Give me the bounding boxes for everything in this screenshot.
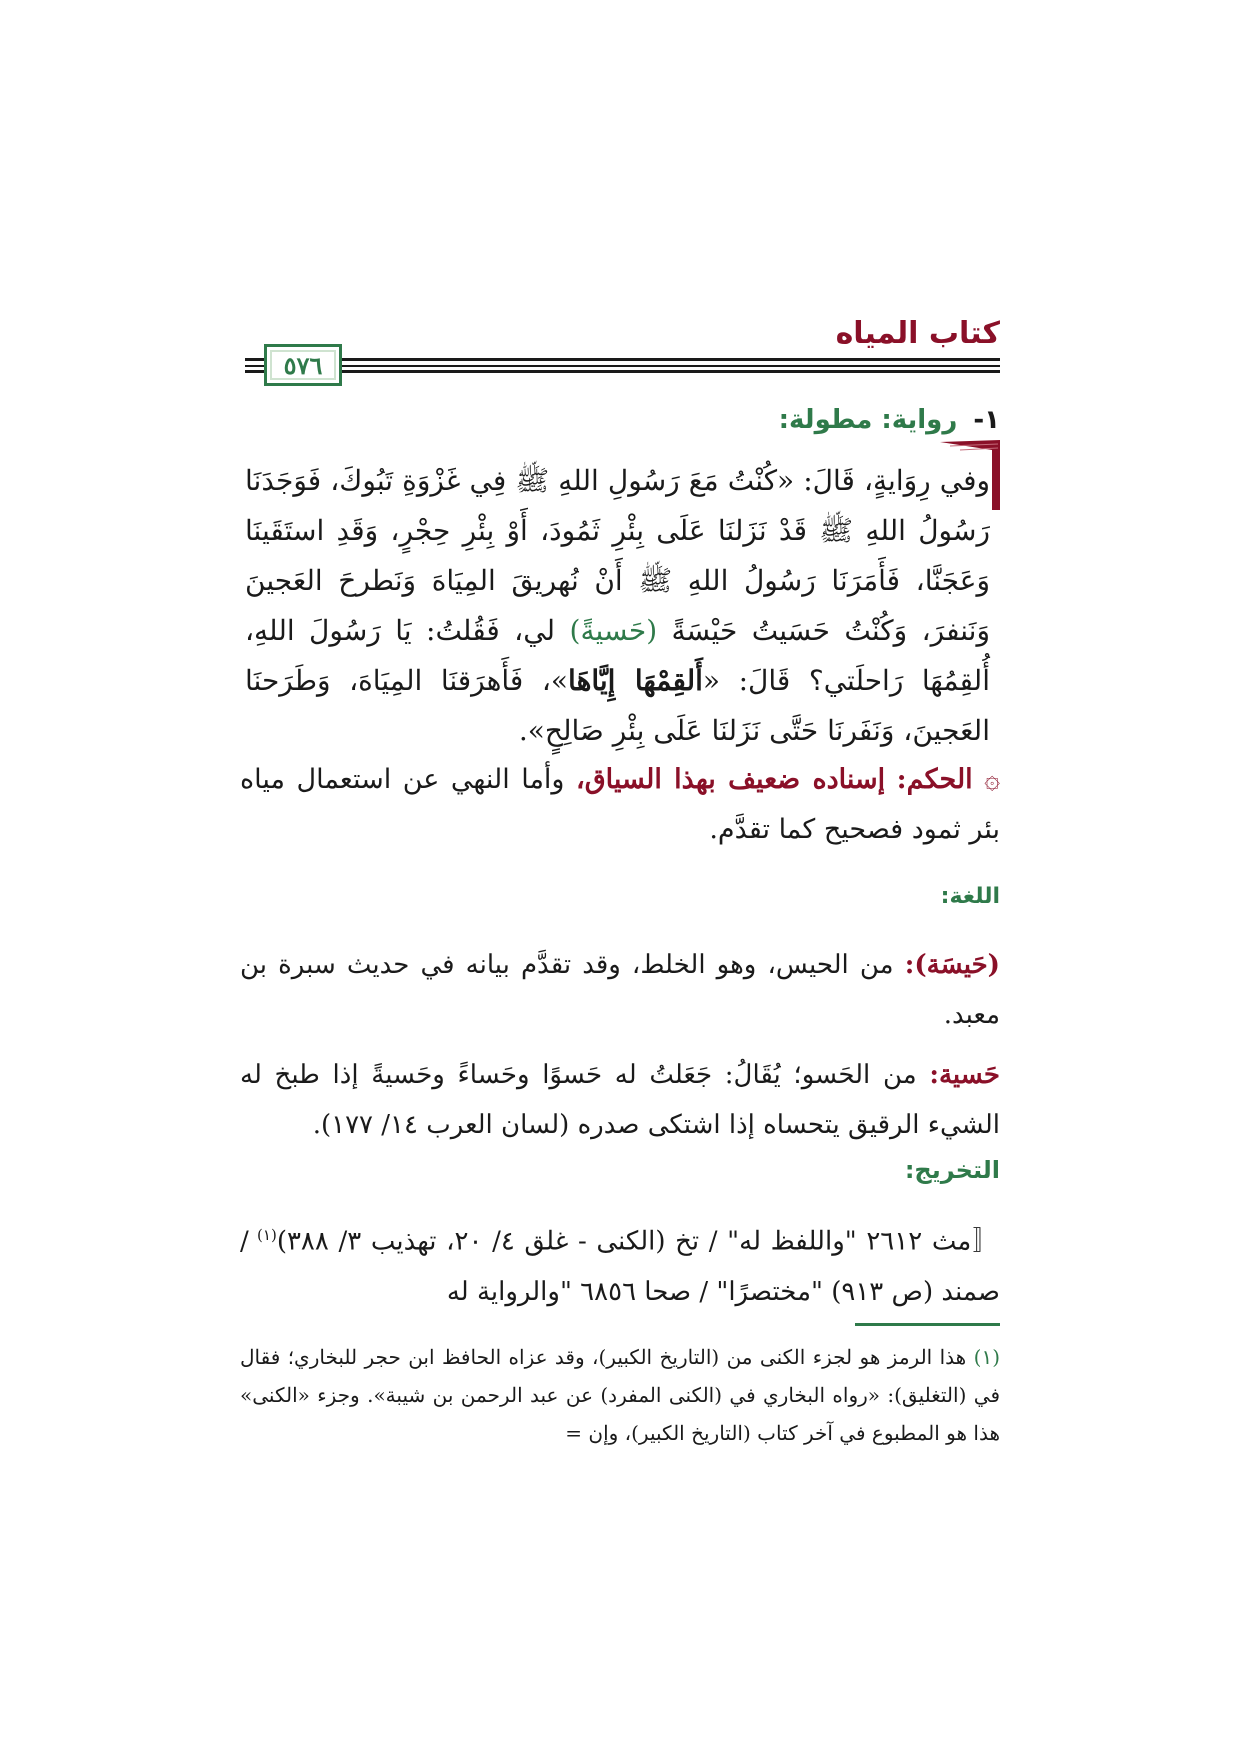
hukm-verdict: إسناده ضعيف بهذا السياق، (575, 764, 886, 795)
takhrij-text-1: 〚مث ٢٦١٢ "واللفظ له" / تخ (الكنى - غلق ٤/ ٢٠، تهذيب ٣/ ٣٨٨) (276, 1226, 1000, 1257)
hukm-label: الحكم: (896, 764, 973, 795)
section-number: ١- (973, 405, 1000, 435)
footnote-rule (855, 1323, 1000, 1326)
hadith-variant: (حَسيةً) (569, 614, 658, 647)
footnote-ref[interactable]: (١) (257, 1226, 277, 1244)
lugha-entry-1 (240, 940, 1000, 1040)
lugha-term-2: حَسية: (929, 1060, 1001, 1090)
hadith-text (245, 456, 990, 756)
book-title: كتاب المياه (835, 316, 1000, 351)
section-title: رواية: مطولة: (778, 405, 958, 435)
footnote-number: (١) (973, 1345, 1000, 1369)
header-rule-bottom (245, 370, 1000, 373)
hadith-body-3: »، فَأَهرَقنَا المِيَاهَ، وَطَرَحنَا العَجينَ، وَنَفَرنَا حَتَّى نَزَلنَا عَلَى بِئْرِ صَالِحٍ». (245, 664, 990, 747)
header-rule (245, 358, 1000, 361)
flower-icon: ۞ (984, 764, 1001, 795)
takhrij-label: التخريج: (904, 1156, 1000, 1184)
takhrij-text (240, 1210, 1000, 1317)
section-heading (779, 405, 1000, 435)
lugha-entry-2 (240, 1050, 1000, 1150)
hadith-body: وفي رِوَايةٍ، قَالَ: «كُنْتُ مَعَ رَسُولِ اللهِ ﷺ فِي غَزْوَةِ تَبُوكَ، فَوَجَدَنَا رَسُولُ اللهِ ﷺ قَدْ نَزَلنَا عَلَى بِئْرِ ثَمُودَ، أَوْ بِئْرِ حِجْرٍ، وَقَدِ استَقَينَا وَعَجَنَّا، فَأَمَرَنَا رَسُولُ اللهِ ﷺ أَنْ نُهريقَ المِيَاهَ وَنَطرحَ العَجينَ وَنَنفرَ، وَكُنْتُ حَسَيتُ حَيْسَةً (245, 464, 990, 647)
footnote-text: هذا الرمز هو لجزء الكنى من (التاريخ الكبير)، وقد عزاه الحافظ ابن حجر للبخاري؛ فقال في (التغليق): «رواه البخاري في (الكنى المفرد) عن عبد الرحمن بن شيبة». وجزء «الكنى» هذا هو المطبوع في آخر كتاب (التاريخ الكبير)، وإن = (240, 1345, 1000, 1445)
lugha-label: اللغة: (940, 884, 1000, 909)
page-number: ٥٧٦ (264, 344, 342, 386)
hukm-paragraph (240, 755, 1000, 855)
lugha-term-1: (حَيسَة): (904, 950, 1000, 980)
header-rule-thin (245, 365, 1000, 367)
lugha-def-2: من الحَسو؛ يُقَالُ: جَعَلتُ له حَسوًا وحَساءً وحَسيةً إذا طبخ له الشيء الرقيق يتحساه إذا اشتكى صدره (لسان العرب ١٤/ ١٧٧). (240, 1060, 1000, 1140)
hukm-text: وأما النهي عن استعمال مياه بئر ثمود فصحيح كما تقدَّم. (240, 764, 1000, 845)
footnote (240, 1338, 1000, 1452)
hadith-body-2: لي، فَقُلتُ: يَا رَسُولَ اللهِ، أُلقِمُهَا رَاحلَتي؟ قَالَ: « (245, 614, 990, 697)
hadith-bold: أَلقِمْهَا إِيَّاهَا (568, 664, 703, 697)
takhrij-text-2: / صمند (ص ٩١٣) "مختصرًا" / صحا ٦٨٥٦ "والرواية له (240, 1226, 1000, 1307)
lugha-def-1: من الحيس، وهو الخلط، وقد تقدَّم بيانه في حديث سبرة بن معبد. (240, 950, 1000, 1030)
